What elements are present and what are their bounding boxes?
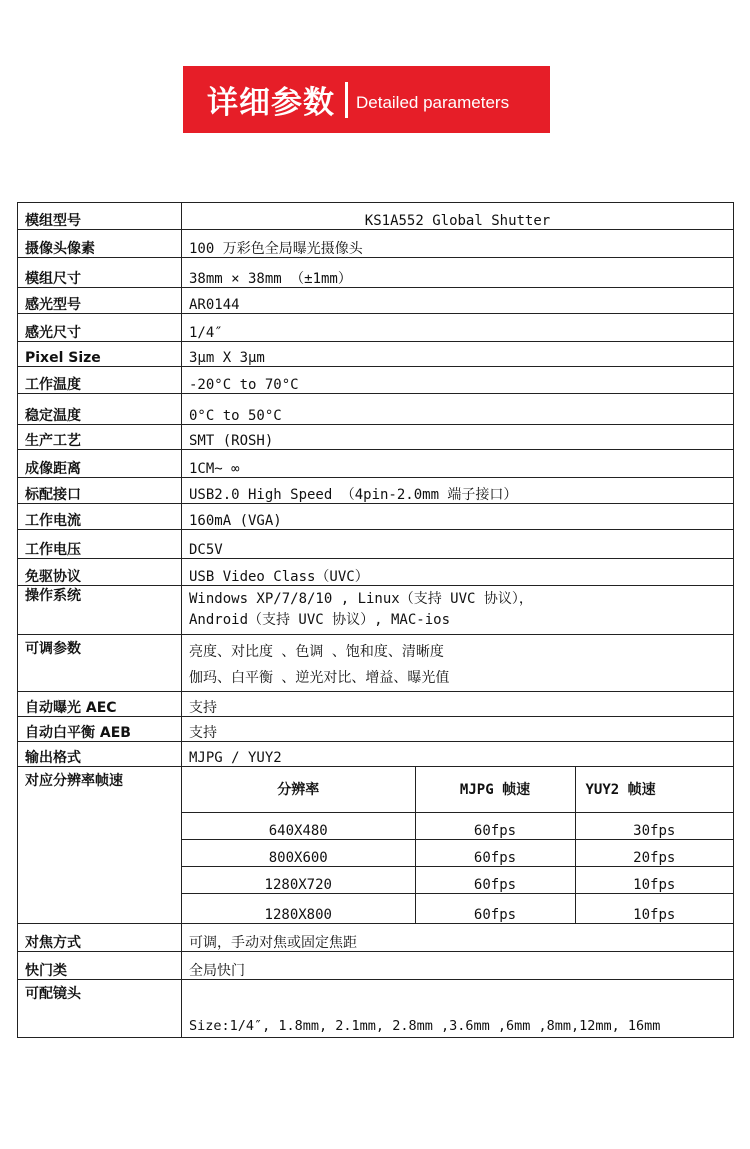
framerate-cell [182, 767, 734, 924]
spec-row-work-temp [18, 367, 734, 394]
spec-row-module-size [18, 258, 734, 288]
spec-value: KS1A552 Global Shutter [182, 203, 734, 230]
spec-table [17, 202, 734, 1038]
spec-row-work-voltage [18, 530, 734, 559]
spec-label: 摄像头像素 [18, 230, 182, 258]
spec-label: 免驱协议 [18, 559, 182, 586]
framerate-row [182, 867, 733, 894]
spec-row-adjustable [18, 635, 734, 692]
framerate-header: YUY2 帧速 [575, 767, 733, 813]
spec-row-sensor-size [18, 314, 734, 342]
spec-value [182, 586, 734, 635]
spec-value: 38mm × 38mm （±1mm） [182, 258, 734, 288]
framerate-cell-mjpg: 60fps [415, 867, 575, 894]
section-header-banner [183, 66, 550, 133]
spec-value: 全局快门 [182, 952, 734, 980]
framerate-cell-mjpg: 60fps [415, 894, 575, 924]
os-line-2: Android（支持 UVC 协议）, MAC-ios [189, 612, 451, 628]
spec-row-interface [18, 478, 734, 504]
section-title-cn: 详细参数 [207, 85, 335, 121]
spec-label: 自动白平衡 AEB [18, 717, 182, 742]
spec-label: 模组型号 [18, 203, 182, 230]
spec-row-work-current [18, 504, 734, 530]
spec-row-os [18, 586, 734, 635]
framerate-header: MJPG 帧速 [415, 767, 575, 813]
spec-label: Pixel Size [18, 342, 182, 367]
spec-value [182, 635, 734, 692]
spec-value: SMT (ROSH) [182, 425, 734, 450]
spec-label: 快门类 [18, 952, 182, 980]
framerate-table [182, 767, 733, 923]
spec-row-output-format [18, 742, 734, 767]
spec-value: 0°C to 50°C [182, 394, 734, 425]
spec-row-lens [18, 980, 734, 1038]
spec-value: Size:1/4″, 1.8mm, 2.1mm, 2.8mm ,3.6mm ,6mm ,8mm,12mm, 16mm [182, 980, 734, 1038]
framerate-cell-mjpg: 60fps [415, 840, 575, 867]
spec-label: 操作系统 [18, 586, 182, 635]
framerate-header: 分辨率 [182, 767, 415, 813]
spec-label: 生产工艺 [18, 425, 182, 450]
spec-value: 支持 [182, 717, 734, 742]
spec-row-shutter [18, 952, 734, 980]
spec-value: -20°C to 70°C [182, 367, 734, 394]
os-line-1: Windows XP/7/8/10 , Linux（支持 UVC 协议）， [189, 591, 533, 607]
spec-value: 1CM~ ∞ [182, 450, 734, 478]
spec-label: 稳定温度 [18, 394, 182, 425]
section-title-en: Detailed parameters [356, 92, 510, 112]
framerate-cell-resolution: 1280X800 [182, 894, 415, 924]
spec-value: MJPG / YUY2 [182, 742, 734, 767]
spec-row-aec [18, 692, 734, 717]
spec-value: USB Video Class（UVC） [182, 559, 734, 586]
spec-row-process [18, 425, 734, 450]
title-divider [345, 82, 348, 118]
spec-value: AR0144 [182, 288, 734, 314]
spec-label: 对应分辨率帧速 [18, 767, 182, 924]
spec-row-stable-temp [18, 394, 734, 425]
spec-label: 工作电流 [18, 504, 182, 530]
framerate-cell-mjpg: 60fps [415, 813, 575, 840]
spec-row-model [18, 203, 734, 230]
framerate-cell-yuy2: 10fps [575, 867, 733, 894]
spec-label: 感光型号 [18, 288, 182, 314]
spec-label: 可配镜头 [18, 980, 182, 1038]
spec-value: DC5V [182, 530, 734, 559]
framerate-row [182, 813, 733, 840]
spec-row-pixels [18, 230, 734, 258]
framerate-cell-resolution: 640X480 [182, 813, 415, 840]
spec-row-aeb [18, 717, 734, 742]
spec-row-protocol [18, 559, 734, 586]
framerate-cell-resolution: 800X600 [182, 840, 415, 867]
framerate-cell-resolution: 1280X720 [182, 867, 415, 894]
spec-label: 模组尺寸 [18, 258, 182, 288]
spec-label: 工作温度 [18, 367, 182, 394]
spec-value: 1/4″ [182, 314, 734, 342]
spec-value: 3μm X 3μm [182, 342, 734, 367]
spec-label: 标配接口 [18, 478, 182, 504]
spec-value: 160mA (VGA) [182, 504, 734, 530]
spec-label: 感光尺寸 [18, 314, 182, 342]
spec-label: 工作电压 [18, 530, 182, 559]
framerate-cell-yuy2: 10fps [575, 894, 733, 924]
spec-row-focus [18, 924, 734, 952]
spec-value: 100 万彩色全局曝光摄像头 [182, 230, 734, 258]
framerate-cell-yuy2: 30fps [575, 813, 733, 840]
spec-value: 可调，手动对焦或固定焦距 [182, 924, 734, 952]
spec-row-imaging-distance [18, 450, 734, 478]
spec-label: 自动曝光 AEC [18, 692, 182, 717]
spec-value: 支持 [182, 692, 734, 717]
spec-value: USB2.0 High Speed （4pin-2.0mm 端子接口） [182, 478, 734, 504]
spec-row-sensor-model [18, 288, 734, 314]
framerate-cell-yuy2: 20fps [575, 840, 733, 867]
framerate-header-row [182, 767, 733, 813]
spec-label: 可调参数 [18, 635, 182, 692]
adjustable-line-2: 伽玛、白平衡 、逆光对比、增益、曝光值 [189, 670, 450, 686]
spec-label: 对焦方式 [18, 924, 182, 952]
spec-row-pixel-size [18, 342, 734, 367]
framerate-row [182, 894, 733, 924]
spec-label: 输出格式 [18, 742, 182, 767]
spec-label: 成像距离 [18, 450, 182, 478]
framerate-row [182, 840, 733, 867]
adjustable-line-1: 亮度、对比度 、色调 、饱和度、清晰度 [189, 644, 444, 660]
spec-row-framerate [18, 767, 734, 924]
